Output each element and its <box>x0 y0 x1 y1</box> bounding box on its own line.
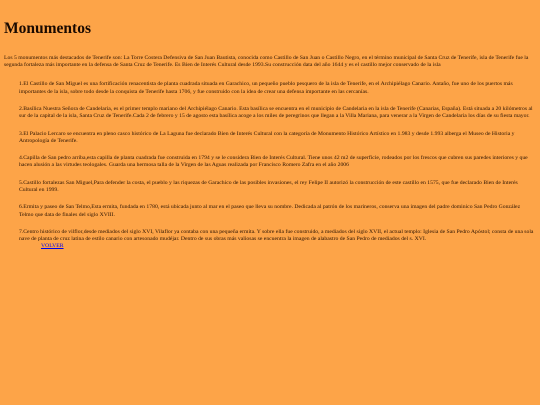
list-item: 3.El Palacio Lercaro se encuentra en pleno casco histórico de La Laguna fue declarado Bien de Interés Cultural con la categoría de Monumento Histórico Artístico en 1.983 y desde 1.993 alberga el Museo de Historia y Antropología de Tenerife. <box>19 130 515 144</box>
intro-paragraph: Los 5 monumentos más destacados de Tenerife son: La Torre Costera Defensiva de San Juan Bautista, conocida como Castillo de San Juan o Castillo Negro, en el término municipal de Santa Cruz de Tenerife, isla de Tenerife fue la segunda fortaleza más importante en la defensa de Santa Cruz de Tenerife. Es Bien de Interés Cultural desde 1993.Su construcción data del año 1644 y es el castillo mejor conservado de la isla <box>4 55 529 69</box>
list-item: 7.Centro histórico de vilflor,desde mediados del siglo XVI, Vilaflor ya contaba con una pequeña ermita. Y sobre ella fue construido, a mediados del siglo XVII, el actual templo: Iglesia de San Pedro Apóstol; consta de una sola nave de planta de cruz latina de estilo canario con artesonado mudéjar. Dentro de sus obras más valiosas se encuentra la imagen de alabastro de San Pedro de mediados del s. XVI. <box>19 228 534 243</box>
page-title: Monumentos <box>4 20 91 37</box>
list-item: 4.Capilla de San pedro arriba,esta capilla de planta cuadrada fue construida en 1794 y se le considera Bien de Interés Cultural. Tiene unos 42 m2 de superficie, rodeados por los frescos que cubren sus paredes interiores y que hacen alusión a las virtudes teologales. Guarda una hermosa talla de la Virgen de las Aguas realizada por Francisco Romero Zafra en el año 2006 <box>19 155 528 169</box>
list-item: 2.Basílica Nuestra Señora de Candelaria, es el primer templo mariano del Archipiélago Canario. Esta basílica se encuentra en el municipio de Candelaria en la isla de Tenerife (Canarias, España). Está situada a 20 kilómetros al sur de la capital de la isla, Santa Cruz de Tenerife.Cada 2 de febrero y 15 de agosto esta basílica acoge a los miles de peregrinos que llegan a la Villa Mariana, para venerar a la Virgen de Candelaria los días de su fiesta mayor. <box>19 106 533 120</box>
list-item: 1.El Castillo de San Miguel es una fortificación renacentista de planta cuadrada situada en Garachico, un pequeño pueblo pesquero de la isla de Tenerife, en el Archipiélago Canario. Antaño, fue uno de los puertos más importantes de la isla, sobre todo desde la conquista de Tenerife hasta 1706, y fue construido con la idea de crear una defensa importante en las cercanías. <box>19 81 513 95</box>
list-item: 6.Ermita y paseo de San Telmo,Esta ermita, fundada en 1780, está ubicada junto al mar en el paseo que lleva su nombre. Dedicada al patrón de los marineros, conserva una imagen del padre dominico San Pedro González Telmo que data de finales del siglo XVIII. <box>19 204 521 218</box>
list-item: 5.Castillo fortalezas San Miguel,Para defender la costa, el pueblo y las riquezas de Garachico de las posibles invasiones, el rey Felipe II autorizó la construcción de este castillo en 1575, que fue declarado Bien de Interés Cultural en 1999. <box>19 179 518 193</box>
back-link[interactable]: VOLVER <box>41 243 64 250</box>
monuments-list <box>4 81 535 243</box>
